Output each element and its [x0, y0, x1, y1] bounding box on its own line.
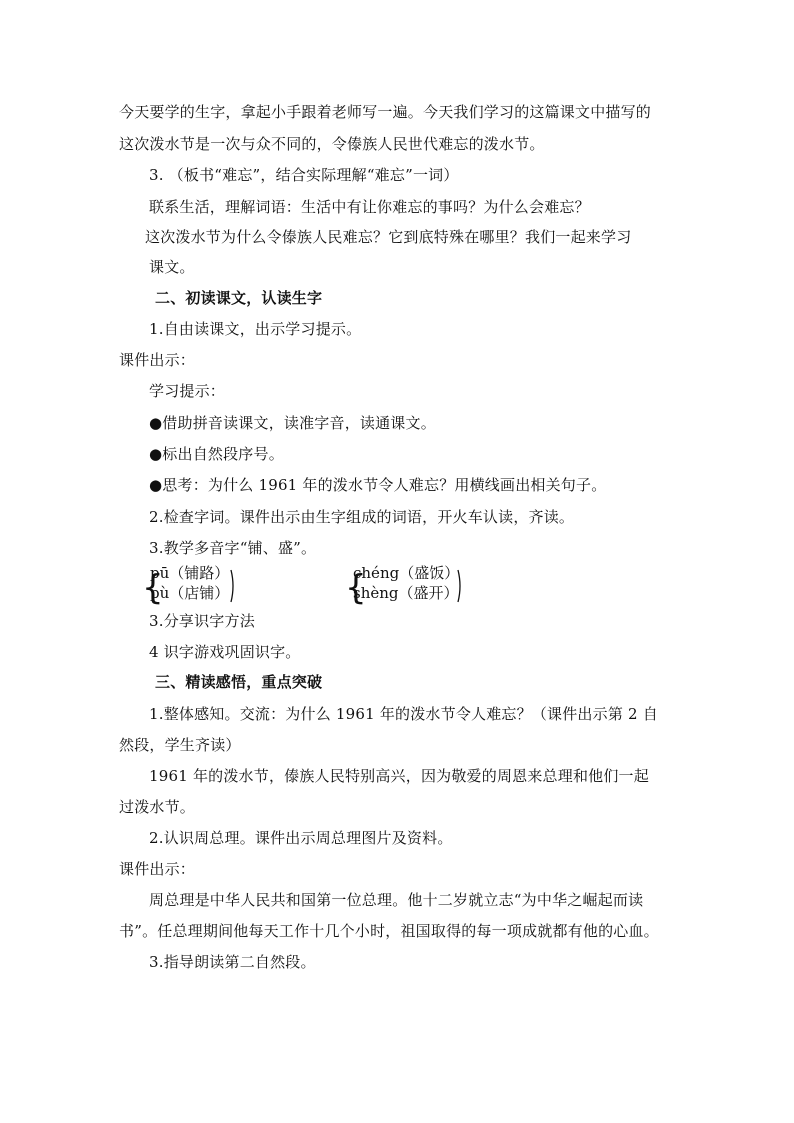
paragraph-line: 2.认识周总理。课件出示周总理图片及资料。: [149, 829, 453, 847]
paragraph-line: 然段，学生齐读）: [119, 736, 241, 754]
left-brace-icon: {: [142, 568, 164, 608]
paragraph-line: 课文。: [149, 258, 195, 276]
paragraph-line: 联系生活，理解词语：生活中有让你难忘的事吗？为什么会难忘？: [149, 198, 590, 216]
paragraph-line: 课件出示：: [119, 351, 196, 369]
bullet-item: ●借助拼音读课文，读准字音，读通课文。: [149, 414, 436, 432]
right-bracket-icon: [228, 568, 238, 604]
paragraph-line: 1961 年的泼水节，傣族人民特别高兴，因为敬爱的周恩来总理和他们一起: [149, 767, 649, 785]
pinyin-item: pū（铺路）: [150, 564, 230, 582]
left-brace-icon: {: [345, 568, 367, 608]
pinyin-item: pù（店铺）: [150, 584, 230, 602]
pinyin-item: shèng（盛开）: [353, 584, 459, 602]
paragraph-line: 学习提示：: [149, 382, 226, 400]
paragraph-line: 过泼水节。: [119, 798, 196, 816]
bullet-item: ●标出自然段序号。: [149, 445, 284, 463]
right-bracket-icon: [455, 568, 465, 604]
paragraph-line: 3.教学多音字“铺、盛”。: [149, 539, 317, 557]
pinyin-item: chéng（盛饭）: [353, 564, 460, 582]
paragraph-line: 周总理是中华人民共和国第一位总理。他十二岁就立志“为中华之崛起而读: [149, 891, 644, 909]
paragraph-line: 3.指导朗读第二自然段。: [149, 953, 316, 971]
bullet-item: ●思考：为什么 1961 年的泼水节令人难忘？用横线画出相关句子。: [149, 476, 607, 494]
paragraph-line: 4 识字游戏巩固识字。: [149, 643, 301, 661]
paragraph-line: 1.自由读课文，出示学习提示。: [149, 320, 362, 338]
paragraph-line: 课件出示：: [119, 860, 196, 878]
paragraph-line: 1.整体感知。交流：为什么 1961 年的泼水节令人难忘？（课件出示第 2 自: [149, 705, 658, 723]
section-heading: 二、初读课文，认读生字: [155, 289, 323, 307]
paragraph-line: 书”。任总理期间他每天工作十几个小时，祖国取得的每一项成就都有他的心血。: [119, 922, 659, 940]
paragraph-line: 这次泼水节是一次与众不同的，令傣族人民世代难忘的泼水节。: [119, 135, 545, 153]
section-heading: 三、精读感悟，重点突破: [155, 673, 323, 691]
paragraph-line: 2.检查字词。课件出示由生字组成的词语，开火车认读，齐读。: [149, 508, 575, 526]
paragraph-line: 这次泼水节为什么令傣族人民难忘？它到底特殊在哪里？我们一起来学习: [145, 228, 632, 246]
paragraph-line: 3. （板书“难忘”，结合实际理解“难忘”一词）: [149, 166, 459, 184]
paragraph-line: 3.分享识字方法: [149, 612, 255, 630]
paragraph-line: 今天要学的生字，拿起小手跟着老师写一遍。今天我们学习的这篇课文中描写的: [119, 103, 652, 121]
